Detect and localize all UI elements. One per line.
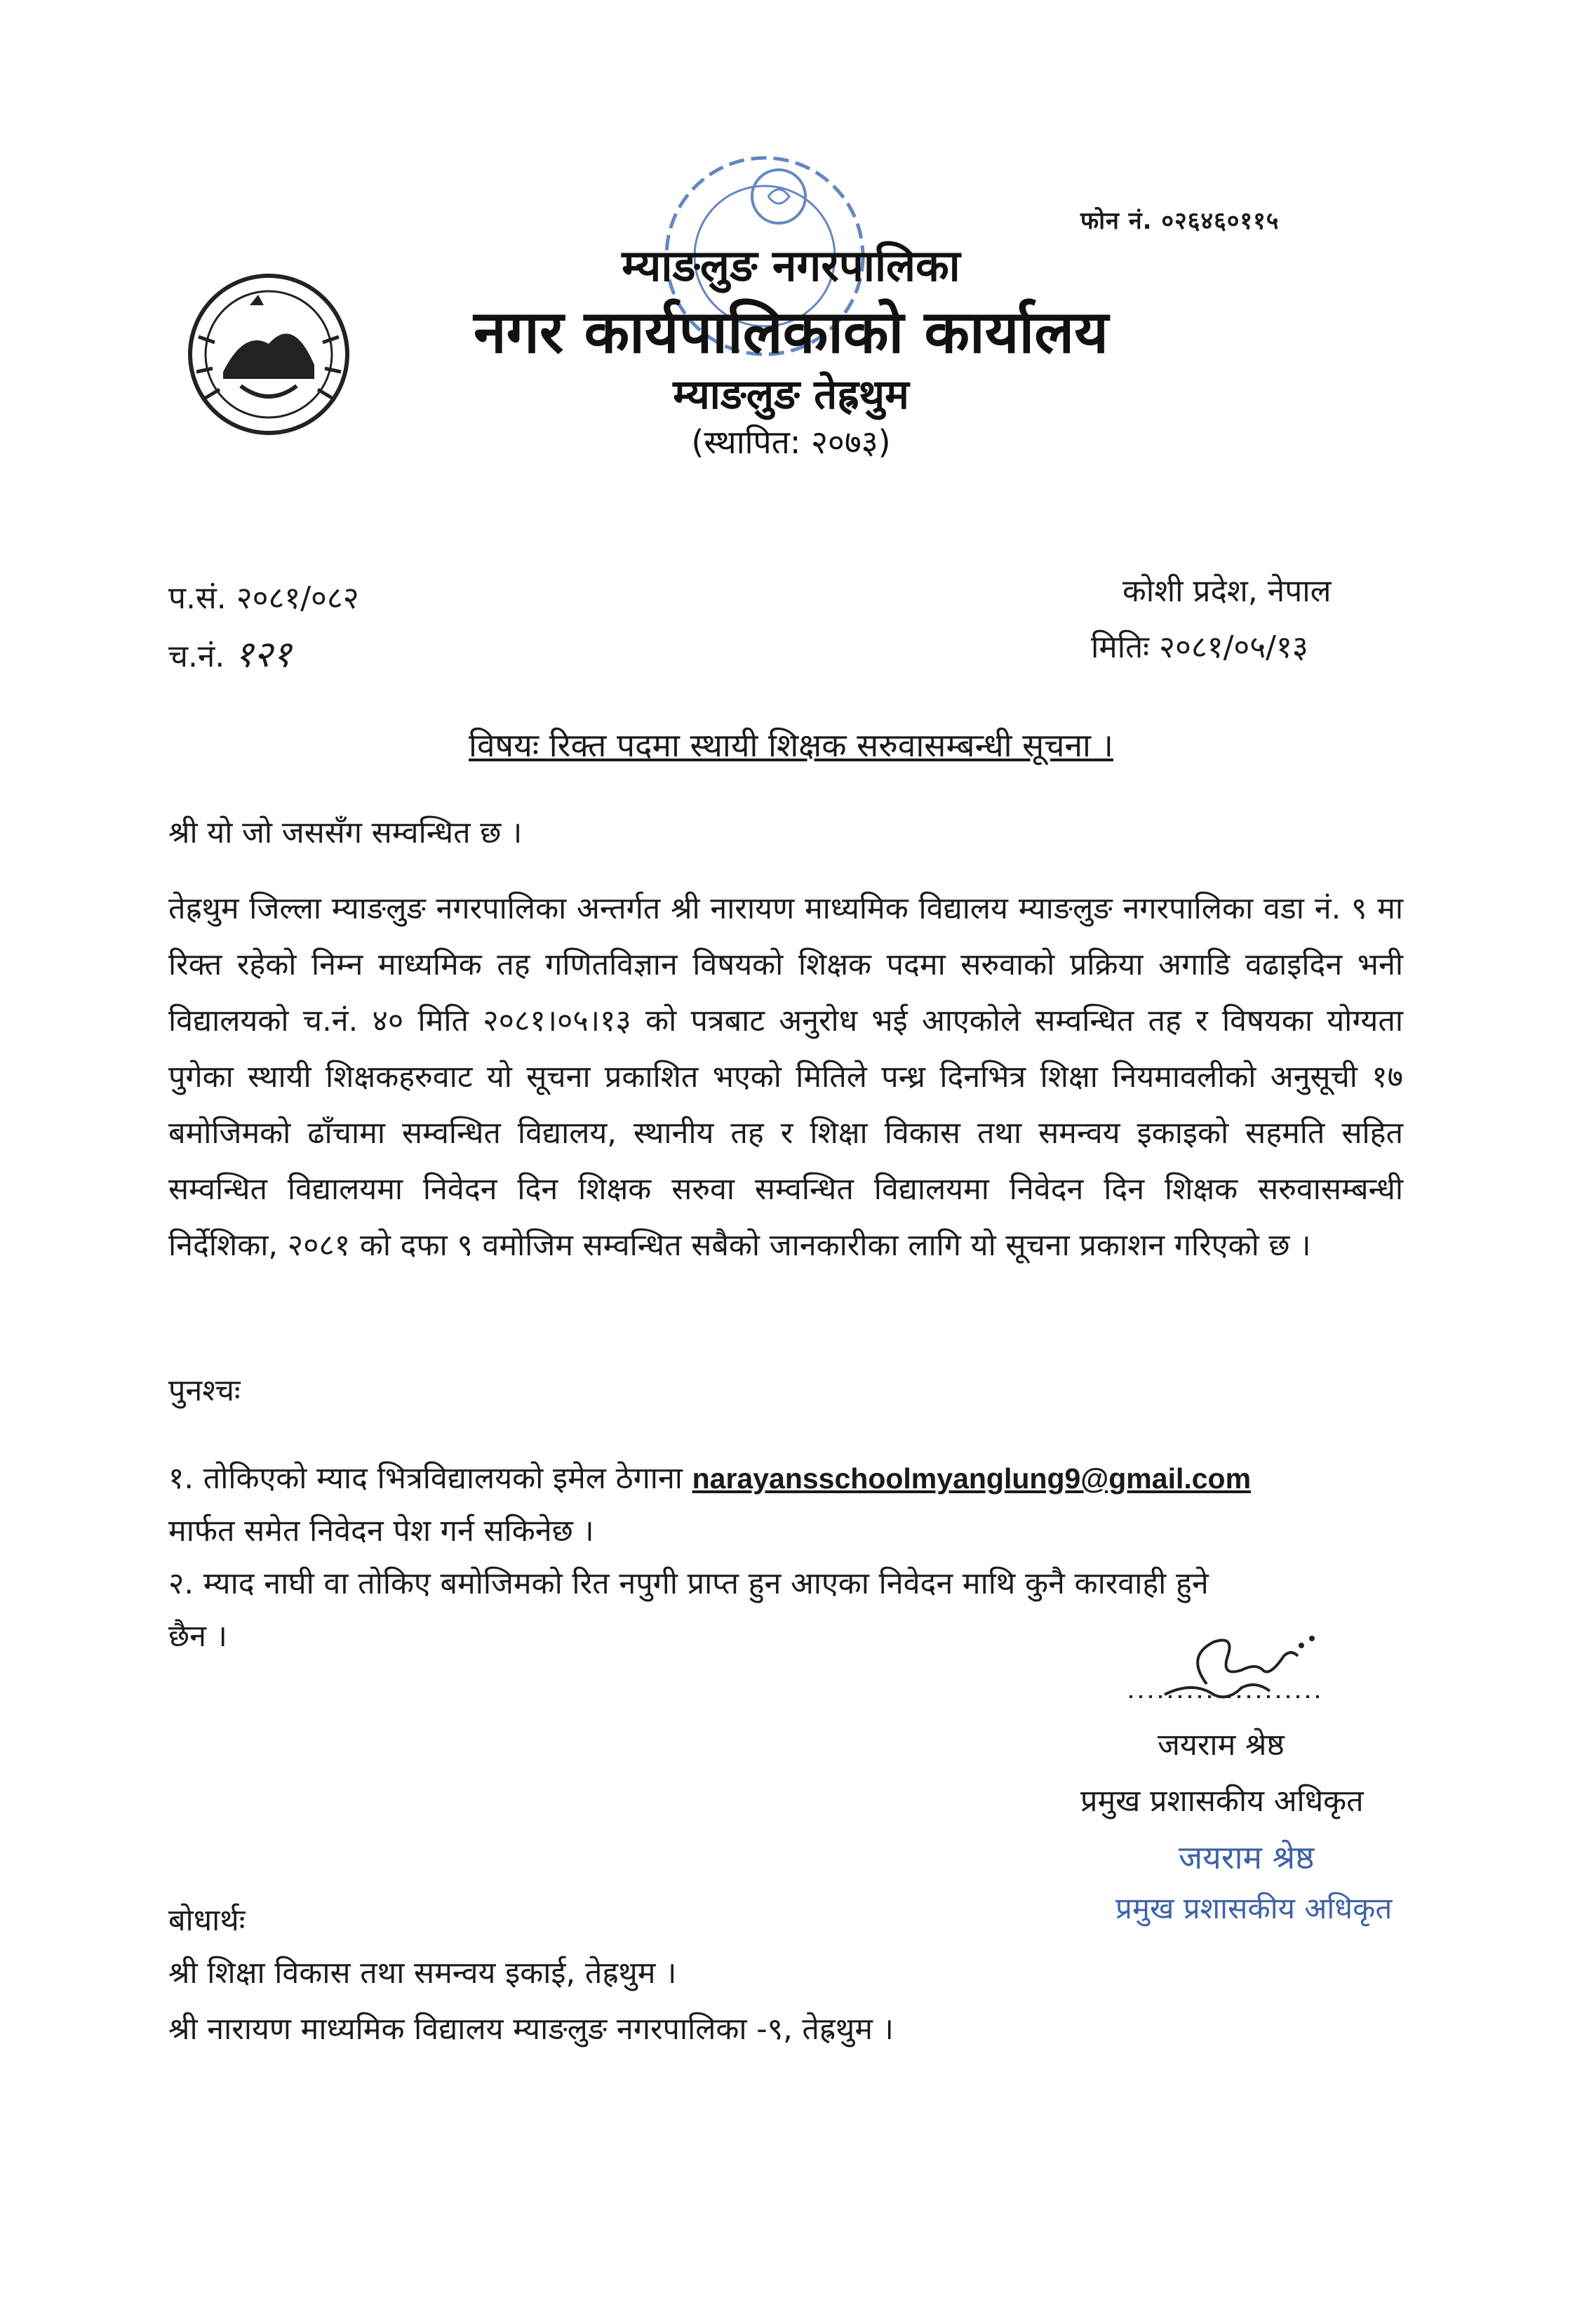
- office-title: नगर कार्यपालिकाको कार्यालय: [474, 298, 1108, 366]
- bodhartha-heading: बोधार्थः: [168, 1903, 246, 1938]
- body-paragraph: तेह्रथुम जिल्ला म्याङलुङ नगरपालिका अन्तर्गत श्री नारायण माध्यमिक विद्यालय म्याङलुङ नगरपालिका वडा नं. ९ मा रिक्त रहेको निम्न माध्यमिक तह गणितविज्ञान विषयको शिक्षक पदमा सरुवाको प्रक्रिया अगाडि वढाइदिन भनी विद्यालयको च.नं. ४० मिति २०८१।०५।१३ को पत्रबाट अनुरोध भई आएकोले सम्वन्धित तह र विषयका योग्यता पुगेका स्थायी शिक्षकहरुवाट यो सूचना प्रकाशित भएको मितिले पन्ध्र दिनभित्र शिक्षा नियमावलीको अनुसूची १७ बमोजिमको ढाँचामा सम्वन्धित विद्यालय, स्थानीय तह र शिक्षा विकास तथा समन्वय इकाइको सहमति सहित सम्वन्धित विद्यालयमा निवेदन दिन शिक्षक सरुवा सम्वन्धित विद्यालयमा निवेदन दिन शिक्षक सरुवासम्बन्धी निर्देशिका, २०८१ को दफा ९ वमोजिम सम्वन्धित सबैको जानकारीका लागि यो सूचना प्रकाशन गरिएको छ ।: [168, 891, 1403, 1263]
- stamp-name: जयराम श्रेष्ठ: [1179, 1838, 1315, 1876]
- chalani-label: च.नं.: [168, 639, 225, 674]
- bodhartha-item: श्री नारायण माध्यमिक विद्यालय म्याङलुङ नगरपालिका -९, तेह्रथुम ।: [168, 2012, 894, 2047]
- subject-line: [0, 723, 1582, 766]
- subject-text: विषयः रिक्त पदमा स्थायी शिक्षक सरुवासम्बन्धी सूचना ।: [469, 726, 1113, 764]
- punashcha-item-1: [168, 1456, 1251, 1497]
- punashcha-item-2: २. म्याद नाघी वा तोकिए बमोजिमको रित नपुगी प्राप्त हुन आएका निवेदन माथि कुनै कारवाही हुने: [168, 1566, 1209, 1601]
- handwritten-signature: [1122, 1621, 1333, 1712]
- bodhartha-item: श्री शिक्षा विकास तथा समन्वय इकाई, तेह्रथुम ।: [168, 1956, 677, 1991]
- office-location: म्याङलुङ तेह्रथुम: [673, 370, 909, 418]
- location: कोशी प्रदेश, नेपाल: [1122, 573, 1332, 609]
- signatory-name: जयराम श्रेष्ठ: [1158, 1728, 1285, 1763]
- punashcha-heading: पुनश्चः: [168, 1373, 241, 1408]
- phone-number: फोन नं. ०२६४६०११५: [1080, 207, 1280, 235]
- letter-date: मितिः २०८१/०५/१३: [1091, 629, 1308, 665]
- chalani-value: १२१: [234, 634, 292, 676]
- school-email-link[interactable]: narayansschoolmyanglung9@gmail.com: [692, 1462, 1252, 1495]
- stamp-title: प्रमुख प्रशासकीय अधिकृत: [1115, 1891, 1393, 1925]
- established-year: (स्थापित: २०७३): [691, 423, 891, 461]
- patra-sankhya: प.सं. २०८१/०८२: [168, 580, 359, 616]
- chalani-number: [168, 628, 291, 678]
- signatory-title: प्रमुख प्रशासकीय अधिकृत: [1080, 1784, 1364, 1819]
- salutation: श्री यो जो जससँग सम्वन्धित छ ।: [168, 815, 523, 850]
- punashcha-item-1-text: १. तोकिएको म्याद भित्रविद्यालयको इमेल ठेगाना: [168, 1461, 683, 1496]
- punashcha-item-1-cont: मार्फत समेत निवेदन पेश गर्न सकिनेछ ।: [168, 1514, 594, 1549]
- punashcha-item-2-cont: छैन ।: [168, 1619, 227, 1654]
- municipality-name: म्याङलुङ नगरपालिका: [622, 240, 960, 291]
